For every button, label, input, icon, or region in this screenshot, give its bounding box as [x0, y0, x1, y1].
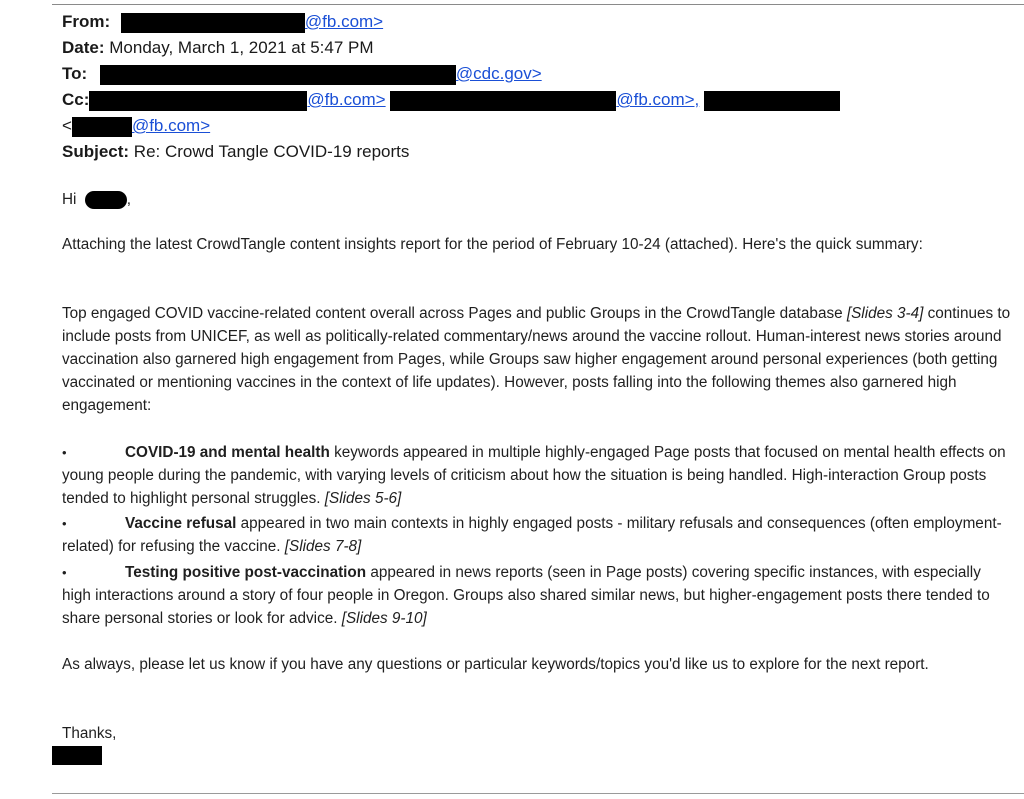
cc-line: [62, 90, 840, 111]
cc-open-bracket: <: [62, 116, 72, 135]
signature-redaction: [52, 746, 102, 765]
redaction-block: [72, 117, 132, 137]
cc-email-link-1[interactable]: @fb.com>: [307, 90, 386, 109]
bullet-item: [62, 561, 1012, 630]
bottom-rule: [52, 793, 1024, 794]
greeting: [62, 188, 1012, 211]
bullet-heading: COVID-19 and mental health: [125, 444, 330, 461]
subject-value: Re: Crowd Tangle COVID-19 reports: [133, 142, 410, 161]
bullet-text: keywords appeared in multiple highly-engaged Page posts that focused on mental health effects on young people during the pandemic, with varying levels of criticism about how the situation is being handled. High-interaction Group posts tended to highlight personal struggles.: [62, 444, 1006, 507]
to-label: To:: [62, 64, 88, 83]
bullet-heading: Testing positive post-vaccination: [125, 564, 367, 581]
date-line: [62, 38, 374, 58]
date-label: Date:: [62, 38, 105, 57]
cc-email-link-2[interactable]: @fb.com>,: [616, 90, 700, 109]
subject-line: [62, 142, 409, 162]
from-line: [62, 12, 383, 33]
subject-label: Subject:: [62, 142, 130, 161]
summary-text: Top engaged COVID vaccine-related content overall across Pages and public Groups in the CrowdTangle database: [62, 305, 847, 322]
bullet-item: [62, 441, 1012, 510]
bullet-text: appeared in two main contexts in highly engaged posts - military refusals and consequences (often employment-related) for refusing the vaccine.: [62, 515, 1002, 555]
date-value: Monday, March 1, 2021 at 5:47 PM: [109, 38, 374, 57]
bullet-item: [62, 512, 1012, 558]
paragraph-intro: Attaching the latest CrowdTangle content insights report for the period of February 10-24 (attached). Here's the quick summary:: [62, 236, 923, 253]
paragraph-closing: As always, please let us know if you have any questions or particular keywords/topics you'd like us to explore for the next report.: [62, 656, 929, 673]
bullet-heading: Vaccine refusal: [125, 515, 237, 532]
greeting-comma: ,: [126, 191, 131, 208]
cc-email-link-3[interactable]: @fb.com>: [131, 116, 211, 135]
summary-text-rest: continues to include posts from UNICEF, as well as politically-related commentary/news around the vaccine rollout. Human-interest news stories around vaccination also garnered high engagement from Pages, while Groups saw higher engagement around personal experiences (both getting vaccinated or mentioning vaccines in the context of life updates). However, posts falling into the following themes also garnered high engagement:: [62, 305, 1011, 414]
from-email-link[interactable]: @fb.com>: [304, 12, 384, 31]
bullet-dot: •: [62, 445, 67, 460]
top-rule: [52, 4, 1024, 5]
redaction-block: [390, 91, 616, 111]
redaction-block: [100, 65, 456, 85]
to-email-link[interactable]: @cdc.gov>: [455, 64, 542, 83]
slides-ref: [Slides 5-6]: [324, 490, 402, 507]
bullet-dot: •: [62, 565, 67, 580]
slides-ref: [Slides 7-8]: [284, 538, 362, 555]
slides-ref: [Slides 3-4]: [846, 305, 924, 322]
to-line: [62, 64, 542, 85]
redaction-block: [121, 13, 305, 33]
redaction-block: [89, 91, 307, 111]
cc-line-2: [62, 116, 210, 137]
paragraph-summary: [62, 302, 1012, 417]
slides-ref: [Slides 9-10]: [341, 610, 427, 627]
cc-label: Cc:: [62, 90, 90, 109]
signoff: Thanks,: [62, 725, 117, 742]
bullet-dot: •: [62, 516, 67, 531]
redaction-block: [85, 191, 127, 209]
bullet-text: appeared in news reports (seen in Page posts) covering specific instances, with especially high interactions around a story of four people in Oregon. Groups also shared similar news, but higher-engagement posts there tended to share personal stories or look for advice.: [62, 564, 990, 627]
from-label: From:: [62, 12, 111, 31]
greeting-text: Hi: [62, 191, 77, 208]
redaction-block: [704, 91, 840, 111]
